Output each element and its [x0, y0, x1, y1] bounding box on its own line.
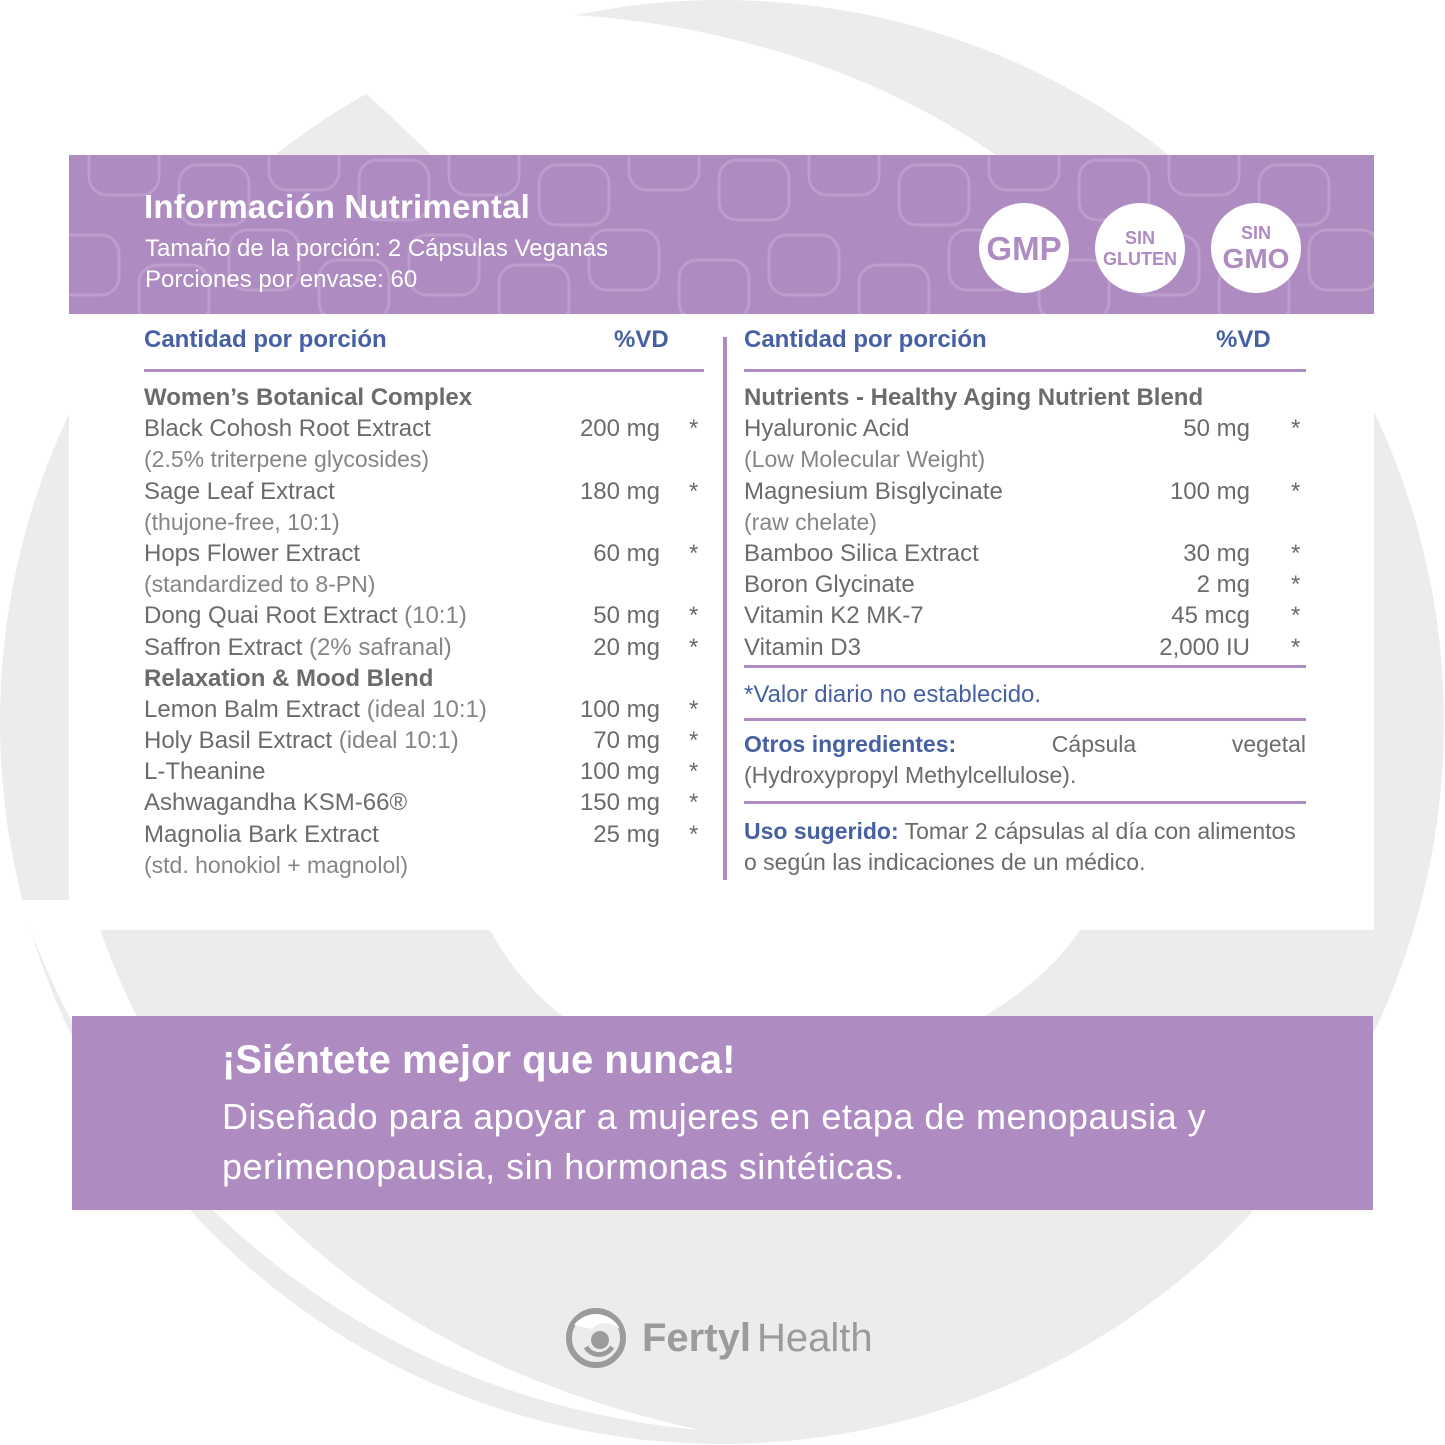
nutrient-name — [744, 571, 915, 599]
gmo-badge-bottom: GMO — [1222, 242, 1290, 274]
nutrient-amount: 25 mg — [593, 820, 660, 848]
nutrient-amount: 60 mg — [593, 539, 660, 567]
nutrient-name — [144, 789, 407, 817]
nutrient-daily-value: * — [1291, 602, 1301, 630]
column-divider — [723, 337, 727, 880]
nutrition-title: Información Nutrimental — [144, 188, 530, 225]
nutrient-name-text: Magnolia Bark Extract — [144, 820, 379, 848]
nutrient-row — [144, 789, 704, 820]
tagline-title: ¡Siéntete mejor que nunca! — [222, 1038, 736, 1082]
nutrient-daily-value: * — [1291, 415, 1301, 443]
nutrient-name — [144, 758, 265, 786]
nutrient-name — [144, 634, 452, 662]
nutrient-name-text: Dong Quai Root Extract — [144, 602, 398, 630]
nutrient-name-text: L-Theanine — [144, 758, 266, 786]
nutrient-daily-value: * — [1291, 571, 1301, 599]
nutrient-subnote: (2.5% triterpene glycosides) — [144, 446, 430, 473]
nutrient-name-text: Hops Flower Extract — [144, 539, 361, 567]
nutrient-amount: 70 mg — [593, 727, 660, 755]
brand-name-bold: Fertyl — [642, 1315, 751, 1360]
nutrient-name — [744, 634, 861, 662]
left-nutrient-column — [144, 314, 704, 883]
nutrient-daily-value: * — [689, 727, 699, 755]
tagline-body: Diseñado para apoyar a mujeres en etapa de menopausia y perimenopausia, sin hormonas sintéticas. — [222, 1096, 1207, 1187]
nutrient-subnote-row — [744, 509, 1306, 540]
gmo-badge-top: SIN — [1240, 222, 1271, 243]
gluten-free-badge — [1095, 203, 1185, 293]
nutrient-amount: 100 mg — [1169, 477, 1250, 505]
gmp-badge — [979, 203, 1069, 293]
nutrient-amount: 100 mg — [579, 695, 660, 723]
daily-value-label: %VD — [1216, 326, 1271, 353]
nutrient-row — [144, 540, 704, 571]
nutrient-row — [144, 478, 704, 509]
nutrient-amount: 200 mg — [579, 415, 660, 443]
nutrient-row — [144, 602, 704, 633]
nutrient-name-detail: (ideal 10:1) — [332, 727, 459, 755]
nutrient-name-detail: (2% safranal) — [302, 633, 452, 661]
other-ingredients-word-2: vegetal — [1231, 730, 1306, 757]
fertyl-swirl-logo-icon — [566, 1307, 626, 1369]
nutrient-amount: 180 mg — [579, 477, 660, 505]
servings-per-container: Porciones por envase: 60 — [145, 266, 418, 293]
nutrient-name-detail: (ideal 10:1) — [360, 695, 487, 723]
nutrient-row — [744, 634, 1306, 665]
suggested-use-label: Uso sugerido: — [744, 817, 899, 844]
nutrient-amount: 50 mg — [593, 602, 660, 630]
other-ingredients-word-1: Cápsula — [1051, 730, 1137, 757]
nutrient-name — [744, 602, 924, 630]
blend-heading — [144, 665, 704, 696]
serving-size: Tamaño de la porción: 2 Cápsulas Veganas — [145, 235, 608, 262]
nutrient-name — [144, 478, 335, 506]
nutrient-name-detail: (10:1) — [397, 602, 467, 630]
right-nutrient-list — [744, 384, 1306, 665]
daily-value-label: %VD — [614, 326, 669, 353]
blend-heading-label: Nutrients - Healthy Aging Nutrient Blend — [744, 384, 1204, 411]
gmp-badge-label: GMP — [986, 229, 1062, 267]
nutrient-name — [144, 821, 379, 849]
nutrient-name-text: Vitamin D3 — [744, 633, 861, 661]
suggested-use — [744, 804, 1306, 878]
nutrient-amount: 2,000 IU — [1159, 633, 1250, 661]
nutrient-subnote-row — [144, 446, 704, 477]
gluten-badge-top: SIN — [1124, 227, 1155, 248]
nutrient-daily-value: * — [689, 477, 699, 505]
suggested-use-text-1: Tomar 2 cápsulas al día con alimentos — [898, 817, 1296, 844]
nutrition-header — [69, 155, 1374, 314]
nutrient-row — [744, 415, 1306, 446]
right-column-header — [744, 314, 1306, 372]
nutrient-name — [144, 602, 467, 630]
nutrient-subnote-row — [144, 571, 704, 602]
nutrient-daily-value: * — [1291, 539, 1301, 567]
other-ingredients-line-2: (Hydroxypropyl Methylcellulose). — [744, 761, 1077, 788]
brand-name-light: Health — [756, 1315, 873, 1360]
nutrient-name-text: Sage Leaf Extract — [144, 477, 335, 505]
blend-heading-label: Women’s Botanical Complex — [144, 384, 473, 411]
nutrient-subnote: (std. honokiol + magnolol) — [144, 851, 409, 878]
amount-per-serving-label: Cantidad por porción — [144, 326, 387, 353]
nutrient-row — [744, 571, 1306, 602]
blend-heading-label: Relaxation & Mood Blend — [144, 664, 434, 692]
nutrient-amount: 50 mg — [1183, 415, 1250, 443]
nutrient-name — [144, 727, 459, 755]
nutrient-subnote: (thujone-free, 10:1) — [144, 508, 340, 535]
daily-value-note: *Valor diario no establecido. — [744, 680, 1042, 708]
nutrient-name — [144, 696, 487, 724]
nutrient-daily-value: * — [689, 789, 699, 817]
nutrient-name-text: Black Cohosh Root Extract — [144, 415, 431, 443]
nutrient-name — [744, 415, 909, 443]
nutrient-name-text: Holy Basil Extract — [144, 727, 333, 755]
nutrient-subnote: (Low Molecular Weight) — [744, 446, 986, 473]
nutrient-amount: 150 mg — [579, 789, 660, 817]
nutrient-daily-value: * — [689, 415, 699, 443]
nutrient-amount: 45 mcg — [1171, 602, 1250, 630]
nutrient-amount: 20 mg — [593, 633, 660, 661]
nutrient-daily-value: * — [689, 695, 699, 723]
left-column-header — [144, 314, 704, 372]
tagline-banner — [72, 1016, 1373, 1210]
nutrient-row — [144, 821, 704, 852]
nutrient-subnote-row — [144, 509, 704, 540]
nutrient-amount: 100 mg — [579, 758, 660, 786]
gluten-badge-bottom: GLUTEN — [1103, 248, 1177, 269]
nutrient-row — [744, 540, 1306, 571]
nutrient-row — [744, 478, 1306, 509]
nutrient-row — [144, 696, 704, 727]
nutrient-subnote: (standardized to 8-PN) — [144, 571, 376, 598]
nutrient-name-text: Vitamin K2 MK-7 — [744, 602, 924, 630]
nutrient-name — [744, 540, 979, 568]
gmo-free-badge — [1211, 203, 1301, 293]
nutrient-row — [144, 727, 704, 758]
nutrient-row — [144, 634, 704, 665]
nutrient-row — [744, 602, 1306, 633]
nutrient-name-text: Magnesium Bisglycinate — [744, 477, 1003, 505]
left-nutrient-list — [144, 384, 704, 883]
nutrient-name — [744, 478, 1003, 506]
nutrient-daily-value: * — [689, 820, 699, 848]
nutrient-row — [144, 415, 704, 446]
nutrient-daily-value: * — [689, 602, 699, 630]
nutrient-daily-value: * — [1291, 477, 1301, 505]
other-ingredients-label: Otros ingredientes: — [744, 730, 957, 757]
nutrient-name-text: Lemon Balm Extract — [144, 695, 361, 723]
nutrient-amount: 30 mg — [1183, 539, 1250, 567]
nutrient-daily-value: * — [689, 633, 699, 661]
nutrient-amount: 2 mg — [1196, 571, 1250, 599]
nutrient-subnote: (raw chelate) — [744, 508, 877, 535]
nutrient-subnote-row — [144, 852, 704, 883]
other-ingredients — [744, 721, 1306, 801]
nutrient-name-text: Saffron Extract — [144, 633, 303, 661]
nutrient-daily-value: * — [1291, 633, 1301, 661]
brand-logo — [566, 1307, 873, 1369]
nutrient-name — [144, 415, 431, 443]
blend-heading — [744, 384, 1306, 415]
amount-per-serving-label: Cantidad por porción — [744, 326, 987, 353]
right-nutrient-column — [744, 314, 1306, 878]
nutrient-daily-value: * — [689, 758, 699, 786]
nutrient-name-text: Boron Glycinate — [744, 571, 915, 599]
nutrient-name-text: Bamboo Silica Extract — [744, 539, 979, 567]
nutrient-row — [144, 758, 704, 789]
blend-heading — [144, 384, 704, 415]
nutrient-subnote-row — [744, 446, 1306, 477]
suggested-use-text-2: o según las indicaciones de un médico. — [744, 848, 1146, 875]
nutrient-name — [144, 540, 360, 568]
nutrient-name-text: Ashwagandha KSM-66® — [144, 789, 408, 817]
nutrient-daily-value: * — [689, 539, 699, 567]
nutrition-facts-panel — [69, 155, 1374, 930]
nutrient-name-text: Hyaluronic Acid — [744, 415, 910, 443]
